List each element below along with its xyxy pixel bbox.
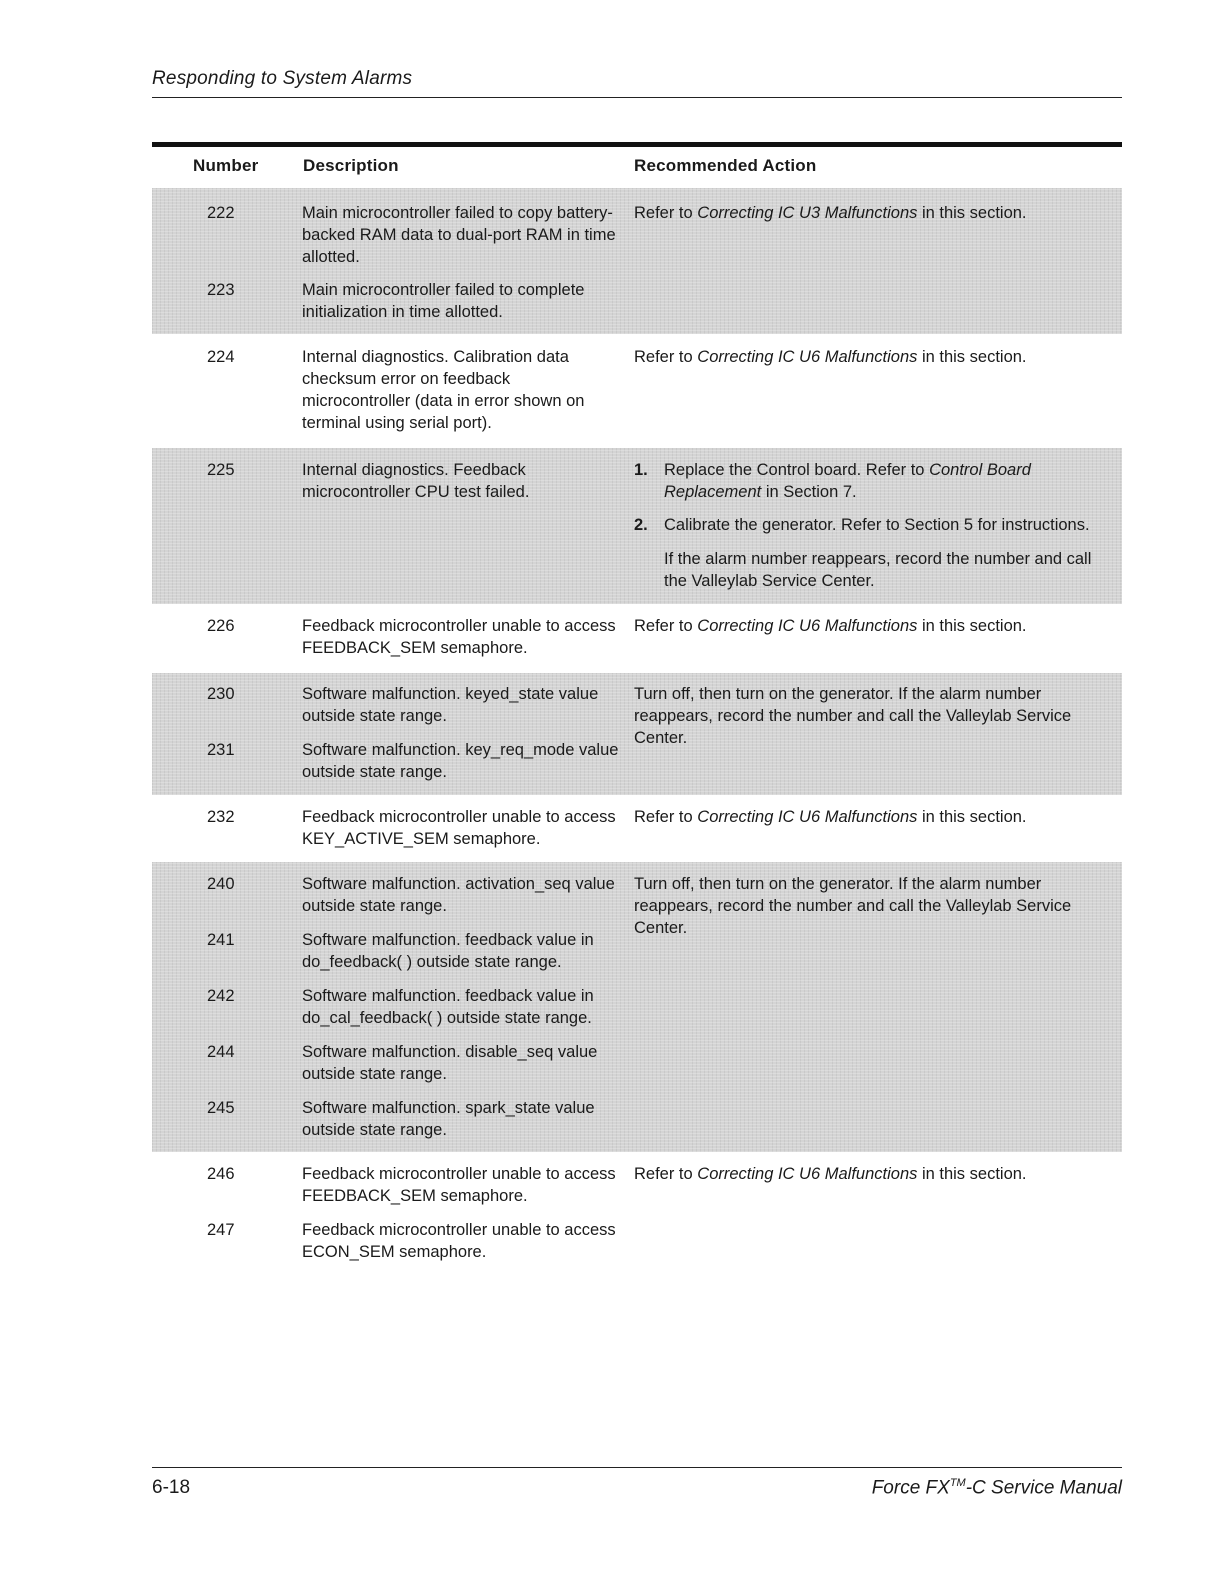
- action-reference: Correcting IC U6 Malfunctions: [697, 1165, 918, 1183]
- alarm-number: 247: [207, 1221, 235, 1239]
- alarm-description: Feedback microcontroller unable to access FEEDBACK_SEM semaphore.: [302, 617, 616, 657]
- action-prefix: Refer to: [634, 204, 698, 222]
- alarm-number: 225: [207, 461, 235, 479]
- step-reference: Control Board Replacement: [664, 461, 1031, 501]
- manual-title-main: Force FX: [871, 1477, 950, 1499]
- alarm-number: 242: [207, 987, 235, 1005]
- recommended-action: [634, 202, 1114, 224]
- column-header-number: Number: [193, 156, 259, 175]
- action-suffix: in this section.: [917, 1165, 1027, 1183]
- action-reference: Correcting IC U6 Malfunctions: [697, 348, 918, 366]
- alarm-description: Internal diagnostics. Feedback microcontroller CPU test failed.: [302, 461, 530, 501]
- alarm-number: 244: [207, 1043, 235, 1061]
- manual-title: [872, 1477, 1122, 1499]
- alarm-number: 240: [207, 875, 235, 893]
- alarm-number: 223: [207, 281, 235, 299]
- recommended-action: Turn off, then turn on the generator. If the alarm number reappears, record the number and call the Valleylab Service Center.: [634, 685, 1072, 747]
- action-prefix: Refer to: [634, 617, 698, 635]
- step-number: 2.: [634, 516, 648, 534]
- alarm-number: 241: [207, 931, 235, 949]
- alarm-description: Software malfunction. activation_seq value outside state range.: [302, 875, 615, 915]
- alarm-description: Main microcontroller failed to complete initialization in time allotted.: [302, 281, 585, 321]
- alarm-number: 226: [207, 617, 235, 635]
- step-text: [664, 459, 1114, 503]
- manual-title-suffix: -C Service Manual: [965, 1477, 1122, 1499]
- alarm-number: 222: [207, 204, 235, 222]
- alarm-description: Feedback microcontroller unable to access FEEDBACK_SEM semaphore.: [302, 1165, 616, 1205]
- column-header-description: Description: [303, 156, 399, 175]
- action-prefix: Refer to: [634, 808, 698, 826]
- alarm-number: 231: [207, 741, 235, 759]
- step-prefix: Replace the Control board. Refer to: [664, 461, 930, 479]
- alarm-description: Software malfunction. spark_state value outside state range.: [302, 1099, 595, 1139]
- alarm-number: 246: [207, 1165, 235, 1183]
- step-note: If the alarm number reappears, record the number and call the Valleylab Service Center.: [664, 550, 1092, 590]
- page-number: 6-18: [152, 1477, 191, 1498]
- trademark-mark: TM: [949, 1477, 966, 1489]
- alarm-description: Software malfunction. keyed_state value outside state range.: [302, 685, 599, 725]
- footer-rule: [152, 1467, 1122, 1468]
- recommended-action: Turn off, then turn on the generator. If the alarm number reappears, record the number and call the Valleylab Service Center.: [634, 875, 1072, 937]
- recommended-action: [634, 806, 1114, 828]
- step-number: 1.: [634, 461, 648, 479]
- action-reference: Correcting IC U6 Malfunctions: [697, 808, 918, 826]
- alarm-number: 224: [207, 348, 235, 366]
- action-prefix: Refer to: [634, 348, 698, 366]
- recommended-action: [634, 615, 1114, 637]
- action-prefix: Refer to: [634, 1165, 698, 1183]
- column-header-action: Recommended Action: [634, 156, 817, 175]
- header-rule: [152, 97, 1122, 98]
- recommended-action: [634, 346, 1114, 368]
- alarm-number: 245: [207, 1099, 235, 1117]
- alarm-number: 230: [207, 685, 235, 703]
- action-suffix: in this section.: [917, 808, 1027, 826]
- alarm-description: Feedback microcontroller unable to access KEY_ACTIVE_SEM semaphore.: [302, 808, 616, 848]
- alarm-description: Main microcontroller failed to copy battery-backed RAM data to dual-port RAM in time allotted.: [302, 204, 616, 266]
- recommended-action: [634, 1163, 1114, 1185]
- step-suffix: in Section 7.: [761, 483, 857, 501]
- alarm-description: Software malfunction. feedback value in do_feedback( ) outside state range.: [302, 931, 594, 971]
- action-suffix: in this section.: [917, 348, 1027, 366]
- alarm-description: Internal diagnostics. Calibration data checksum error on feedback microcontroller (data in error shown on terminal using serial port).: [302, 348, 585, 432]
- action-reference: Correcting IC U3 Malfunctions: [697, 204, 918, 222]
- alarm-description: Software malfunction. key_req_mode value outside state range.: [302, 741, 619, 781]
- action-suffix: in this section.: [917, 617, 1027, 635]
- action-suffix: in this section.: [917, 204, 1027, 222]
- table-top-rule: [152, 142, 1122, 147]
- alarm-description: Feedback microcontroller unable to access ECON_SEM semaphore.: [302, 1221, 616, 1261]
- action-reference: Correcting IC U6 Malfunctions: [697, 617, 918, 635]
- alarm-number: 232: [207, 808, 235, 826]
- alarm-description: Software malfunction. disable_seq value outside state range.: [302, 1043, 598, 1083]
- alarm-description: Software malfunction. feedback value in do_cal_feedback( ) outside state range.: [302, 987, 594, 1027]
- step-text: Calibrate the generator. Refer to Section 5 for instructions.: [664, 516, 1090, 534]
- running-head: Responding to System Alarms: [152, 68, 413, 89]
